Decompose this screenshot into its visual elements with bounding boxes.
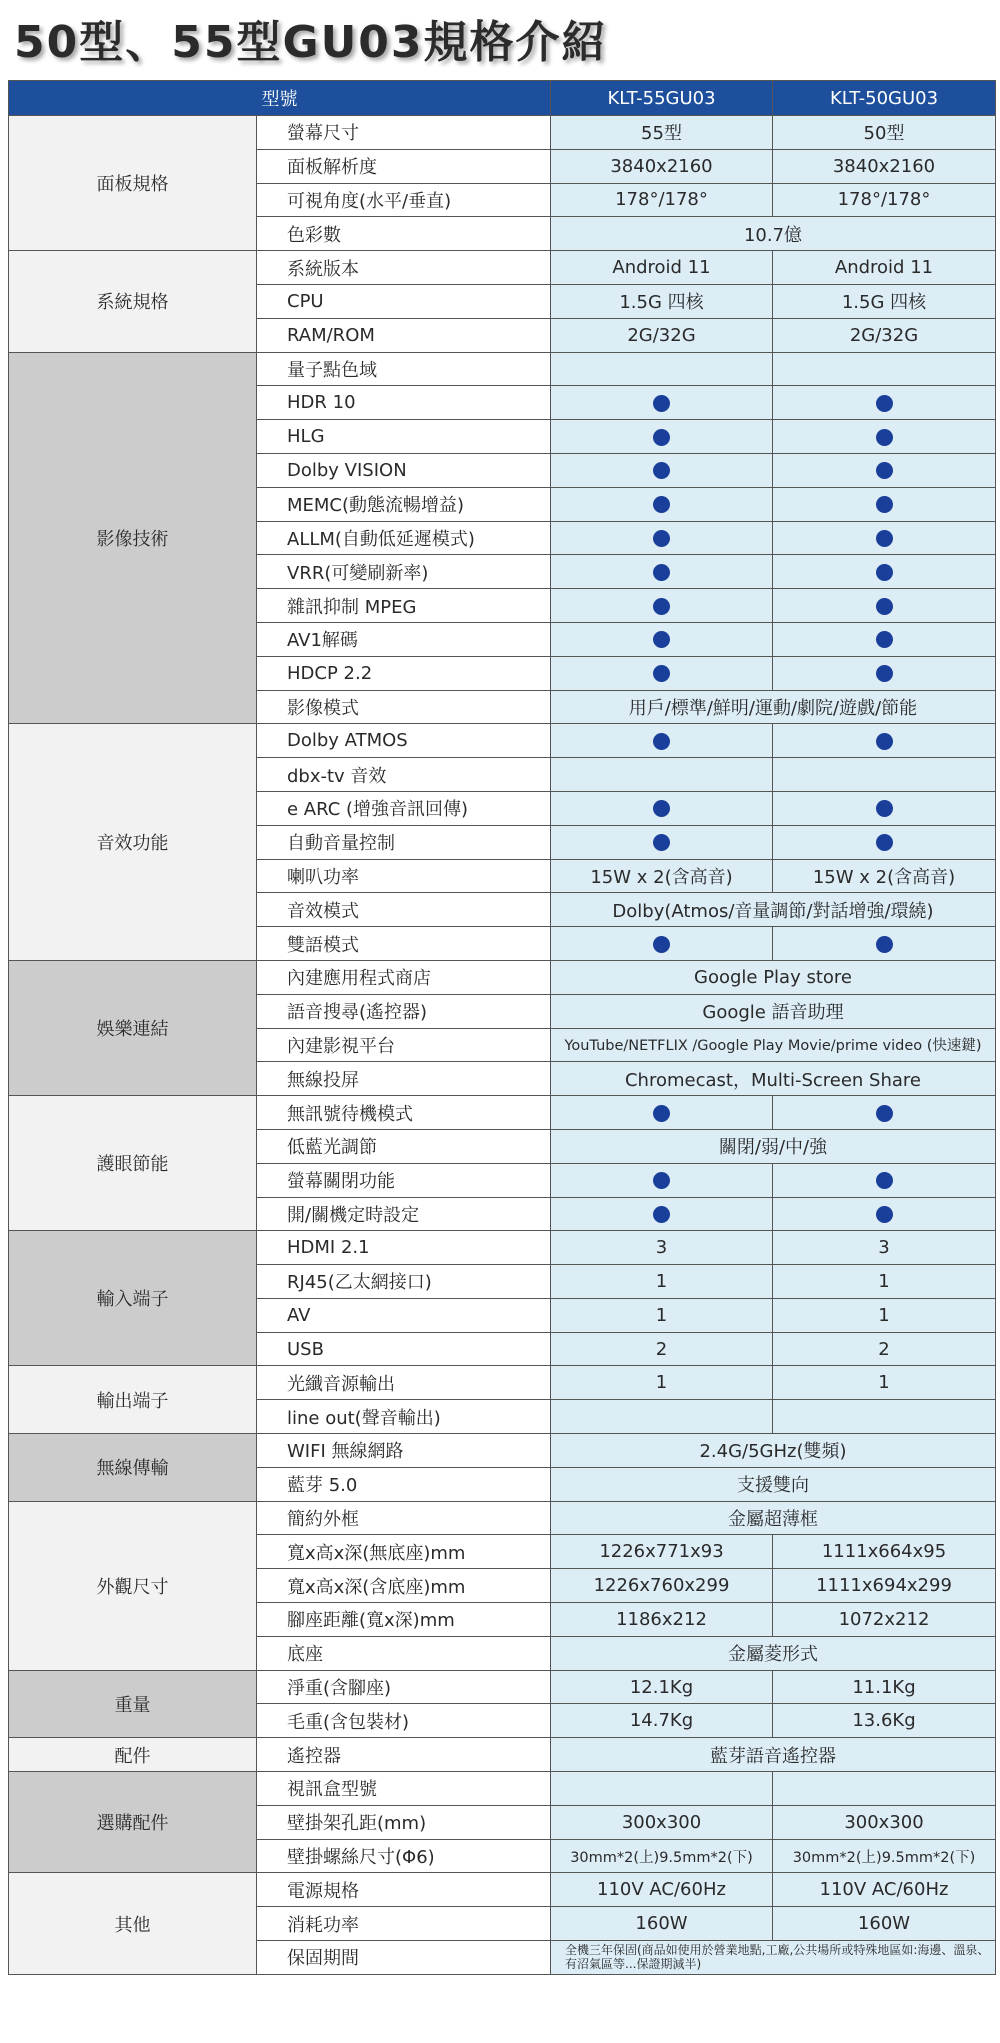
header-row [9,81,996,116]
page-title: 50型、55型GU03規格介紹 [14,17,608,68]
feature-cell: AV [257,1298,551,1332]
supported-dot-icon [876,395,893,412]
category-cell: 娛樂連結 [9,960,257,1095]
supported-dot-icon [876,429,893,446]
supported-cell [551,825,773,859]
value-cell: 50型 [773,116,996,150]
supported-dot-icon [653,530,670,547]
table-row [9,352,996,386]
value-cell: 55型 [551,116,773,150]
value-cell [773,1772,996,1806]
table-row [9,724,996,758]
spec-table [8,80,996,1975]
value-cell: 1186x212 [551,1603,773,1637]
category-cell: 配件 [9,1738,257,1772]
table-row [9,1873,996,1907]
category-cell: 外觀尺寸 [9,1501,257,1670]
value-cell: 2G/32G [551,318,773,352]
value-cell-shared: 10.7億 [551,217,996,251]
value-cell: 1 [773,1366,996,1400]
feature-cell: HDCP 2.2 [257,656,551,690]
value-cell: 30mm*2(上)9.5mm*2(下) [773,1839,996,1873]
value-cell: Android 11 [773,251,996,285]
feature-cell: line out(聲音輸出) [257,1400,551,1434]
value-cell: 14.7Kg [551,1704,773,1738]
supported-cell [773,656,996,690]
supported-cell [773,555,996,589]
supported-dot-icon [653,429,670,446]
value-cell-shared: YouTube/NETFLIX /Google Play Movie/prime video (快速鍵) [551,1028,996,1062]
value-cell [551,758,773,792]
value-cell [773,352,996,386]
feature-cell: 消耗功率 [257,1907,551,1941]
value-cell [551,352,773,386]
feature-cell: 保固期間 [257,1941,551,1975]
value-cell: 15W x 2(含高音) [551,859,773,893]
supported-cell [551,622,773,656]
supported-cell [551,1197,773,1231]
table-row [9,1738,996,1772]
value-cell: 2 [551,1332,773,1366]
value-cell: 30mm*2(上)9.5mm*2(下) [551,1839,773,1873]
value-cell: 178°/178° [773,183,996,217]
value-cell: 160W [773,1907,996,1941]
feature-cell: 螢幕尺寸 [257,116,551,150]
feature-cell: 語音搜尋(遙控器) [257,994,551,1028]
feature-cell: HDMI 2.1 [257,1231,551,1265]
value-cell: 300x300 [551,1805,773,1839]
supported-cell [773,622,996,656]
value-cell: 15W x 2(含高音) [773,859,996,893]
category-cell: 選購配件 [9,1772,257,1873]
feature-cell: 底座 [257,1636,551,1670]
supported-dot-icon [653,936,670,953]
feature-cell: RJ45(乙太網接口) [257,1265,551,1299]
supported-dot-icon [876,462,893,479]
feature-cell: AV1解碼 [257,622,551,656]
supported-dot-icon [653,1172,670,1189]
supported-cell [551,453,773,487]
supported-dot-icon [653,631,670,648]
supported-dot-icon [653,1206,670,1223]
value-cell: 1111x664x95 [773,1535,996,1569]
value-cell-shared: 金屬菱形式 [551,1636,996,1670]
feature-cell: 開/關機定時設定 [257,1197,551,1231]
feature-cell: 色彩數 [257,217,551,251]
feature-cell: 壁掛架孔距(mm) [257,1805,551,1839]
supported-dot-icon [876,598,893,615]
feature-cell: Dolby ATMOS [257,724,551,758]
supported-cell [773,453,996,487]
feature-cell: 面板解析度 [257,149,551,183]
feature-cell: 藍芽 5.0 [257,1467,551,1501]
supported-cell [551,386,773,420]
feature-cell: 內建影視平台 [257,1028,551,1062]
feature-cell: USB [257,1332,551,1366]
feature-cell: 可視角度(水平/垂直) [257,183,551,217]
supported-dot-icon [653,395,670,412]
feature-cell: 淨重(含腳座) [257,1670,551,1704]
supported-dot-icon [653,733,670,750]
value-cell: Android 11 [551,251,773,285]
value-cell-shared: 2.4G/5GHz(雙頻) [551,1434,996,1468]
value-cell: 1.5G 四核 [551,284,773,318]
feature-cell: 光纖音源輸出 [257,1366,551,1400]
category-cell: 其他 [9,1873,257,1974]
feature-cell: 系統版本 [257,251,551,285]
value-cell [773,1400,996,1434]
value-cell: 2G/32G [773,318,996,352]
feature-cell: 無訊號待機模式 [257,1096,551,1130]
spec-table-header [9,81,996,116]
feature-cell: 量子點色域 [257,352,551,386]
supported-cell [551,420,773,454]
supported-cell [551,927,773,961]
value-cell-shared: Google 語音助理 [551,994,996,1028]
category-cell: 輸入端子 [9,1231,257,1366]
feature-cell: WIFI 無線網路 [257,1434,551,1468]
value-cell: 1226x760x299 [551,1569,773,1603]
value-cell: 1111x694x299 [773,1569,996,1603]
supported-dot-icon [653,800,670,817]
supported-cell [551,1096,773,1130]
supported-cell [551,656,773,690]
value-cell: 1 [551,1265,773,1299]
supported-dot-icon [876,800,893,817]
feature-cell: 低藍光調節 [257,1129,551,1163]
supported-cell [773,1197,996,1231]
supported-dot-icon [876,665,893,682]
supported-cell [773,927,996,961]
supported-cell [551,724,773,758]
supported-cell [551,1163,773,1197]
value-cell-shared: 用戶/標準/鮮明/運動/劇院/遊戲/節能 [551,690,996,724]
supported-cell [773,487,996,521]
supported-cell [551,589,773,623]
category-cell: 面板規格 [9,116,257,251]
value-cell: 1 [551,1366,773,1400]
table-row [9,1670,996,1704]
value-cell: 3840x2160 [773,149,996,183]
value-cell: 1 [773,1298,996,1332]
table-row [9,1501,996,1535]
feature-cell: HDR 10 [257,386,551,420]
supported-dot-icon [876,936,893,953]
feature-cell: 毛重(含包裝材) [257,1704,551,1738]
category-cell: 音效功能 [9,724,257,961]
supported-dot-icon [876,834,893,851]
supported-cell [551,791,773,825]
feature-cell: VRR(可變刷新率) [257,555,551,589]
value-cell [551,1400,773,1434]
feature-cell: MEMC(動態流暢增益) [257,487,551,521]
feature-cell: 寬x高x深(含底座)mm [257,1569,551,1603]
supported-dot-icon [876,631,893,648]
feature-cell: 視訊盒型號 [257,1772,551,1806]
supported-cell [773,420,996,454]
model-label-header: 型號 [9,81,551,116]
supported-dot-icon [653,665,670,682]
category-cell: 重量 [9,1670,257,1738]
value-cell-shared: 金屬超薄框 [551,1501,996,1535]
feature-cell: 內建應用程式商店 [257,960,551,994]
feature-cell: 雙語模式 [257,927,551,961]
supported-cell [773,1163,996,1197]
value-cell: 1072x212 [773,1603,996,1637]
supported-dot-icon [876,530,893,547]
value-cell-shared: 全機三年保固(商品如使用於營業地點,工廠,公共場所或特殊地區如:海邊、溫泉、有沼氣區等...保證期減半) [551,1941,996,1975]
value-cell: 110V AC/60Hz [551,1873,773,1907]
value-cell: 110V AC/60Hz [773,1873,996,1907]
feature-cell: 電源規格 [257,1873,551,1907]
value-cell: 3 [551,1231,773,1265]
value-cell [773,758,996,792]
value-cell: 178°/178° [551,183,773,217]
feature-cell: 音效模式 [257,893,551,927]
supported-cell [773,724,996,758]
feature-cell: 壁掛螺絲尺寸(Φ6) [257,1839,551,1873]
category-cell: 護眼節能 [9,1096,257,1231]
feature-cell: 無線投屏 [257,1062,551,1096]
feature-cell: 寬x高x深(無底座)mm [257,1535,551,1569]
table-row [9,960,996,994]
value-cell: 3 [773,1231,996,1265]
value-cell: 1.5G 四核 [773,284,996,318]
feature-cell: dbx-tv 音效 [257,758,551,792]
supported-dot-icon [876,1206,893,1223]
value-cell: 1 [773,1265,996,1299]
category-cell: 影像技術 [9,352,257,724]
feature-cell: 簡約外框 [257,1501,551,1535]
value-cell: 2 [773,1332,996,1366]
supported-cell [551,555,773,589]
value-cell: 12.1Kg [551,1670,773,1704]
table-row [9,1772,996,1806]
supported-dot-icon [876,1172,893,1189]
feature-cell: 影像模式 [257,690,551,724]
supported-cell [773,1096,996,1130]
value-cell-shared: Dolby(Atmos/音量調節/對話增強/環繞) [551,893,996,927]
table-row [9,1366,996,1400]
value-cell-shared: Chromecast，Multi-Screen Share [551,1062,996,1096]
supported-cell [773,825,996,859]
value-cell: 1226x771x93 [551,1535,773,1569]
feature-cell: 腳座距離(寬x深)mm [257,1603,551,1637]
supported-dot-icon [653,564,670,581]
feature-cell: HLG [257,420,551,454]
value-cell: 3840x2160 [551,149,773,183]
feature-cell: ALLM(自動低延遲模式) [257,521,551,555]
supported-dot-icon [876,733,893,750]
supported-dot-icon [653,1105,670,1122]
category-cell: 輸出端子 [9,1366,257,1434]
feature-cell: e ARC (增強音訊回傳) [257,791,551,825]
feature-cell: 雜訊抑制 MPEG [257,589,551,623]
table-row [9,116,996,150]
supported-cell [551,487,773,521]
value-cell-shared: 關閉/弱/中/強 [551,1129,996,1163]
supported-dot-icon [876,496,893,513]
feature-cell: 喇叭功率 [257,859,551,893]
feature-cell: RAM/ROM [257,318,551,352]
value-cell-shared: 藍芽語音遙控器 [551,1738,996,1772]
table-row [9,1434,996,1468]
feature-cell: Dolby VISION [257,453,551,487]
supported-dot-icon [653,496,670,513]
supported-cell [773,521,996,555]
category-cell: 無線傳輸 [9,1434,257,1502]
table-row [9,251,996,285]
model-header-1: KLT-55GU03 [551,81,773,116]
supported-dot-icon [876,564,893,581]
category-cell: 系統規格 [9,251,257,352]
supported-dot-icon [653,598,670,615]
spec-table-body [9,116,996,1975]
supported-dot-icon [876,1105,893,1122]
table-row [9,1231,996,1265]
supported-cell [773,791,996,825]
value-cell-shared: 支援雙向 [551,1467,996,1501]
value-cell: 300x300 [773,1805,996,1839]
value-cell: 1 [551,1298,773,1332]
supported-cell [551,521,773,555]
supported-cell [773,589,996,623]
feature-cell: CPU [257,284,551,318]
model-header-2: KLT-50GU03 [773,81,996,116]
feature-cell: 螢幕關閉功能 [257,1163,551,1197]
supported-dot-icon [653,834,670,851]
feature-cell: 遙控器 [257,1738,551,1772]
value-cell-shared: Google Play store [551,960,996,994]
value-cell: 11.1Kg [773,1670,996,1704]
table-row [9,1096,996,1130]
feature-cell: 自動音量控制 [257,825,551,859]
supported-cell [773,386,996,420]
value-cell: 160W [551,1907,773,1941]
supported-dot-icon [653,462,670,479]
value-cell: 13.6Kg [773,1704,996,1738]
value-cell [551,1772,773,1806]
